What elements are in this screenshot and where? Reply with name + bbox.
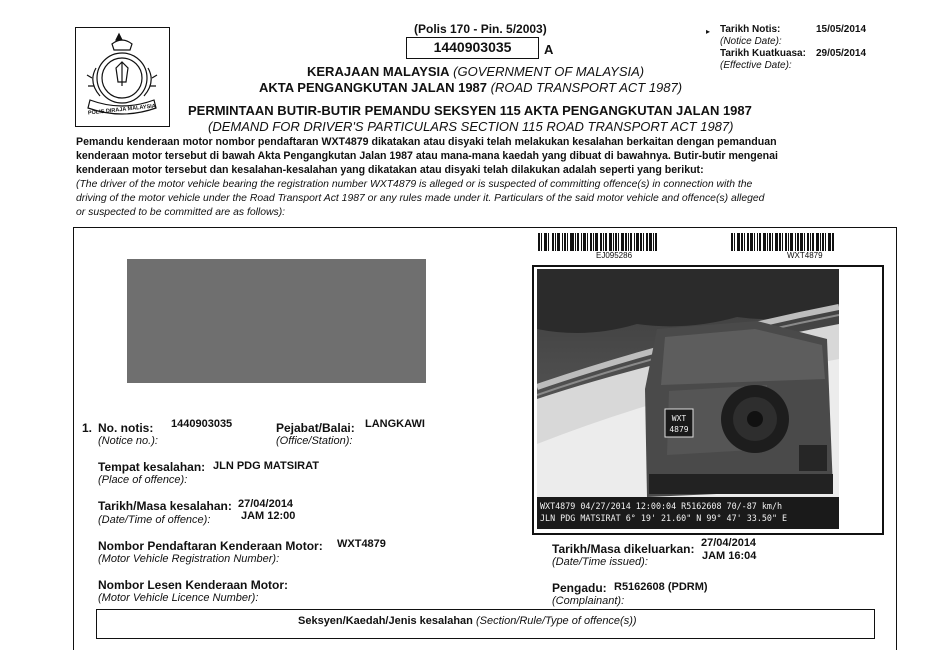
office-label-en: (Office/Station):: [276, 435, 353, 447]
act-ms: AKTA PENGANGKUTAN JALAN 1987: [259, 80, 488, 95]
notice-date-label-en: (Notice Date):: [720, 36, 782, 47]
barcode-right: [731, 233, 834, 251]
photo-caption: [537, 497, 839, 529]
registration-value: WXT4879: [337, 538, 386, 550]
page-title: PERMINTAAN BUTIR-BUTIR PEMANDU SEKSYEN 115 AKTA PENGANGKUTAN JALAN 1987: [188, 103, 752, 118]
place-label: Tempat kesalahan:: [98, 460, 206, 474]
government-ms: KERAJAAN MALAYSIA: [307, 64, 450, 79]
offence-header-ms: Seksyen/Kaedah/Jenis kesalahan: [298, 615, 473, 627]
notice-date-label: Tarikh Notis:: [720, 24, 781, 35]
complainant-label: Pengadu:: [552, 581, 607, 595]
notice-no-label: No. notis:: [98, 421, 154, 435]
effective-date: 29/05/2014: [816, 48, 867, 59]
vehicle-photo-image: [537, 269, 839, 529]
intro-en-line-2: driving of the motor vehicle under the Road Transport Act 1987 or any rules made under it. Particulars of the said motor vehicle and offence(s) alleged: [76, 193, 765, 204]
intro-ms-line-1: Pemandu kenderaan motor nombor pendaftaran WXT4879 dikatakan atau disyaki telah melakukan kesalahan berkaitan dengan pemanduan: [76, 136, 777, 148]
effective-date-label-en: (Effective Date):: [720, 60, 792, 71]
intro-en-line-1: (The driver of the motor vehicle bearing the registration number WXT4879 is alleged or is suspected of committing offence(s) in connection with the: [76, 179, 753, 190]
office-label: Pejabat/Balai:: [276, 421, 355, 435]
act-en: (ROAD TRANSPORT ACT 1987): [490, 80, 683, 95]
caption-line-1: WXT4879 04/27/2014 12:00:04 R5162608 70/-87 km/h: [540, 501, 783, 511]
notice-number: 1440903035: [406, 37, 539, 59]
registration-label: Nombor Pendaftaran Kenderaan Motor:: [98, 539, 323, 553]
notice-date: 15/05/2014: [816, 24, 867, 35]
police-crest: [75, 27, 170, 127]
bullet-icon: ▸: [706, 27, 711, 36]
licence-label-en: (Motor Vehicle Licence Number):: [98, 592, 259, 604]
issued-label-en: (Date/Time issued):: [552, 556, 648, 568]
place-label-en: (Place of offence):: [98, 474, 188, 486]
intro-en-line-3: or suspected to be committed are as follows):: [76, 207, 286, 218]
form-reference: (Polis 170 - Pin. 5/2003): [414, 22, 547, 36]
page-title-en: (DEMAND FOR DRIVER'S PARTICULARS SECTION 115 ROAD TRANSPORT ACT 1987): [208, 119, 734, 134]
office-value: LANGKAWI: [365, 418, 425, 430]
issued-label: Tarikh/Masa dikeluarkan:: [552, 542, 695, 556]
barcode-right-code: WXT4879: [787, 251, 823, 260]
place-value: JLN PDG MATSIRAT: [213, 460, 319, 472]
intro-ms-line-2: kenderaan motor tersebut di bawah Akta Pengangkutan Jalan 1987 atau mana-mana kaedah yang dibuat di bawahnya. Butir-butir mengenai: [76, 150, 778, 162]
effective-date-label: Tarikh Kuatkuasa:: [720, 48, 806, 59]
barcode-bar: [655, 233, 657, 251]
offence-header: [298, 615, 637, 627]
series-letter: A: [544, 42, 554, 57]
complainant-label-en: (Complainant):: [552, 595, 625, 607]
notice-no-value: 1440903035: [171, 418, 233, 430]
issued-time: JAM 16:04: [702, 550, 757, 562]
act-heading: [259, 80, 682, 95]
government-heading: [307, 64, 644, 79]
government-en: (GOVERNMENT OF MALAYSIA): [453, 64, 645, 79]
notice-no-label-en: (Notice no.):: [98, 435, 158, 447]
intro-ms-line-3: kenderaan motor tersebut dan kesalahan-kesalahan yang dikatakan atau disyaki telah dilakukan adalah seperti yang berikut:: [76, 164, 704, 176]
offence-time: JAM 12:00: [241, 510, 296, 522]
camera-photo: [537, 269, 839, 529]
registration-label-en: (Motor Vehicle Registration Number):: [98, 553, 280, 565]
police-crest-icon: [76, 28, 168, 125]
complainant-value: R5162608 (PDRM): [614, 581, 708, 593]
caption-line-2: JLN PDG MATSIRAT 6° 19' 21.60" N 99° 47' 33.50" E: [540, 513, 788, 523]
barcode-left-code: EJ095286: [596, 251, 633, 260]
item-number: 1.: [82, 421, 93, 435]
plate-text-2: 4879: [669, 425, 689, 434]
plate-text-1: WXT: [671, 414, 687, 423]
svg-text:POLIS DIRAJA MALAYSIA: POLIS DIRAJA MALAYSIA: [87, 103, 157, 117]
issued-date: 27/04/2014: [701, 537, 757, 549]
barcode-bar: [832, 233, 834, 251]
datetime-label-en: (Date/Time of offence):: [98, 514, 211, 526]
offence-date: 27/04/2014: [238, 498, 294, 510]
datetime-label: Tarikh/Masa kesalahan:: [98, 499, 232, 513]
redacted-area: [127, 259, 426, 383]
barcode-left: [538, 233, 657, 251]
offence-header-en: (Section/Rule/Type of offence(s)): [475, 615, 637, 627]
licence-label: Nombor Lesen Kenderaan Motor:: [98, 578, 289, 592]
